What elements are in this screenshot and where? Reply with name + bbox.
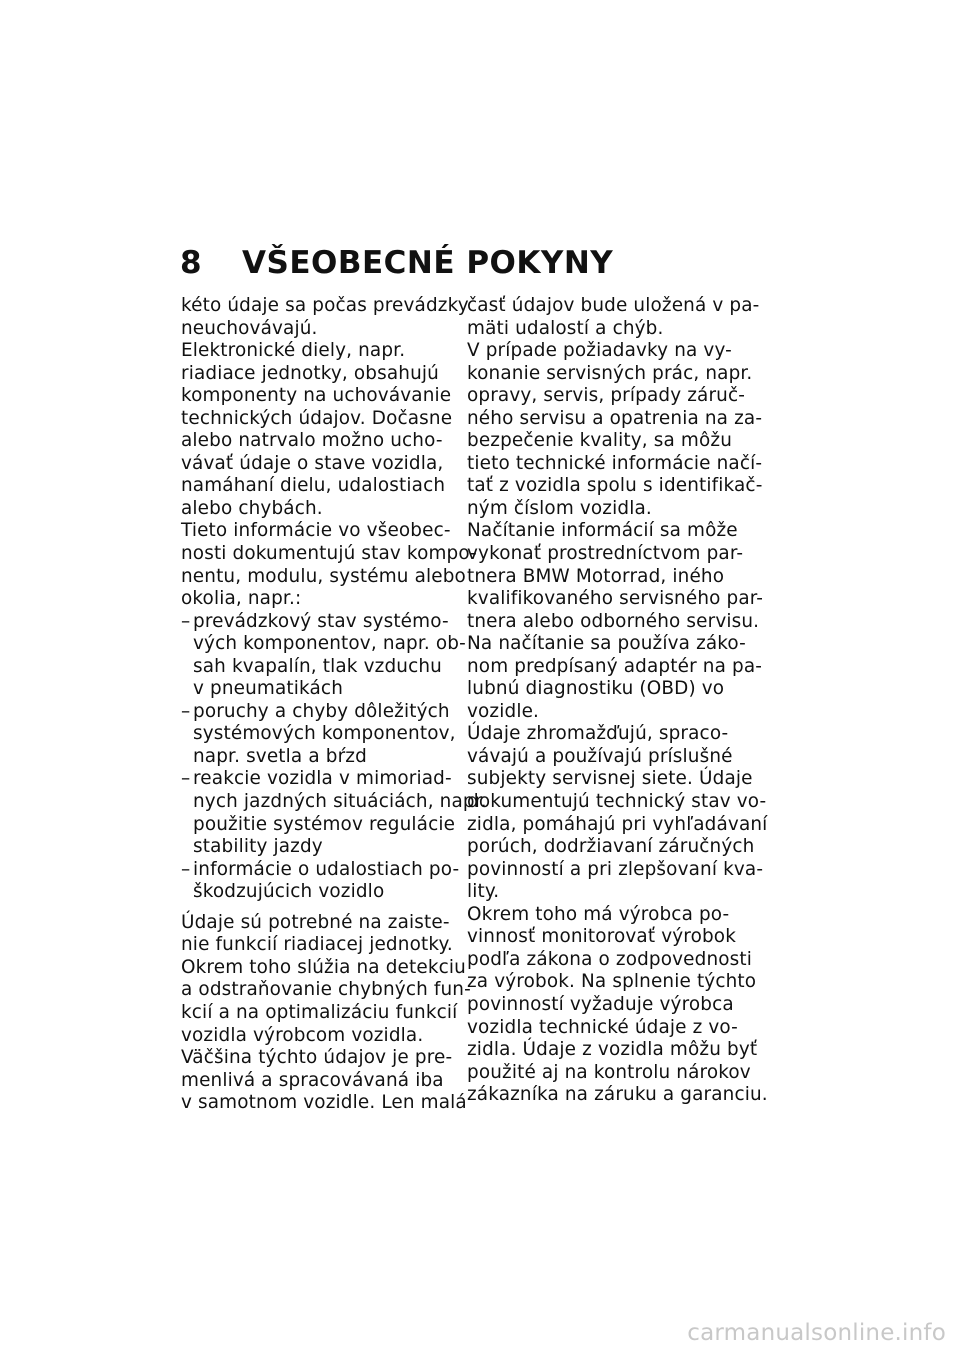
text-line [467, 904, 757, 927]
text-line [181, 979, 471, 1002]
line-text: v pneumatikách [193, 678, 343, 700]
text-line [181, 1025, 471, 1048]
line-text: podľa zákona o zodpovednosti [467, 948, 753, 970]
text-line [467, 385, 757, 408]
text-line [181, 520, 471, 543]
line-text: za výrobok. Na splnenie týchto [467, 971, 757, 993]
line-text: lubnú diagnostiku (OBD) vo [467, 678, 725, 700]
line-text: Na načítanie sa používa záko- [467, 633, 746, 655]
text-line [467, 318, 757, 341]
line-text: kvalifikovaného servisného par- [467, 588, 764, 610]
bullet-dash: – [181, 768, 191, 790]
chapter-heading [180, 240, 613, 286]
text-line [467, 994, 757, 1017]
text-line [181, 814, 471, 837]
line-text: poruchy a chyby dôležitých [193, 700, 450, 722]
text-line [467, 452, 763, 476]
line-text: zákazníka na záruku a garanciu. [467, 1084, 768, 1106]
text-line [467, 836, 757, 859]
text-line [181, 912, 471, 935]
line-text: vávať údaje o stave vozidla, [181, 452, 444, 474]
text-line [467, 655, 763, 679]
line-text: použité aj na kontrolu nárokov [467, 1061, 751, 1083]
text-line [467, 340, 757, 363]
text-line [181, 791, 487, 814]
text-line [467, 363, 757, 386]
text-line [467, 498, 757, 521]
text-line [181, 498, 471, 521]
text-line [181, 430, 471, 453]
line-text: a odstraňovanie chybných fun- [181, 979, 471, 1001]
line-text: vých komponentov, napr. ob- [193, 633, 466, 655]
line-text: reakcie vozidla v mimoriad- [193, 768, 452, 790]
line-text: škodzujúcich vozidlo [193, 881, 385, 903]
text-line [181, 453, 471, 476]
chapter-title: VŠEOBECNÉ POKYNY [242, 245, 614, 281]
chapter-number: 8 [180, 245, 203, 281]
line-text: alebo natrvalo možno ucho- [181, 430, 443, 452]
line-text: povinností vyžaduje výrobca [467, 993, 734, 1015]
text-line [181, 363, 471, 386]
line-text: nom predpísaný adaptér na pa- [467, 655, 763, 677]
line-text: kcií a na optimalizáciu funkcií [181, 1001, 458, 1023]
text-line [467, 1084, 768, 1107]
text-line [467, 971, 757, 994]
text-line [467, 566, 757, 589]
line-text: namáhaní dielu, udalostiach [181, 475, 446, 497]
line-text: tnera alebo odborného servisu. [467, 610, 760, 632]
text-line [467, 791, 767, 814]
line-text: porúch, dodržiavaní záručných [467, 836, 755, 858]
text-line [467, 1017, 757, 1040]
line-text: neuchovávajú. [181, 317, 318, 339]
text-line [467, 295, 760, 318]
text-line [181, 385, 471, 408]
text-line [467, 723, 757, 746]
text-line [181, 881, 471, 904]
line-text: tnera BMW Motorrad, iného [467, 565, 725, 587]
line-text: technických údajov. Dočasne [181, 407, 453, 429]
line-text: prevádzkový stav systémo- [193, 610, 449, 632]
text-line [467, 588, 764, 611]
line-text: nych jazdných situáciách, napr. [193, 791, 487, 813]
watermark-text: carmanualsonline.info [687, 1320, 946, 1346]
line-text: Elektronické diely, napr. [181, 340, 406, 362]
text-line [181, 746, 471, 769]
line-text: vinnosť monitorovať výrobok [467, 926, 737, 948]
bullet-line [181, 611, 471, 634]
text-line [181, 656, 471, 679]
line-text: vávajú a používajú príslušné [467, 745, 733, 767]
line-text: menlivá a spracovávaná iba [181, 1069, 444, 1091]
text-line [181, 408, 471, 431]
line-text: Tieto informácie vo všeobec- [181, 520, 451, 542]
line-text: tať z vozidla spolu s identifikač- [467, 475, 763, 497]
line-text: ným číslom vozidla. [467, 497, 652, 519]
line-text: konanie servisných prác, napr. [467, 362, 753, 384]
text-line [467, 813, 768, 837]
line-text: Okrem toho má výrobca po- [467, 903, 730, 925]
text-line [181, 588, 471, 611]
text-line [467, 701, 757, 724]
text-line [181, 318, 471, 341]
line-text: riadiace jednotky, obsahujú [181, 362, 439, 384]
line-text: subjekty servisnej siete. Údaje [467, 768, 753, 790]
line-text: komponenty na uchovávanie [181, 385, 452, 407]
text-line [467, 475, 763, 498]
line-text: systémových komponentov, [193, 723, 456, 745]
text-line [181, 1070, 471, 1093]
line-text: napr. svetla a bŕzd [193, 745, 367, 767]
line-text: vozidla výrobcom vozidla. [181, 1024, 424, 1046]
text-line [181, 836, 471, 859]
text-line [181, 723, 471, 746]
line-text: okolia, napr.: [181, 588, 302, 610]
text-line [467, 678, 757, 701]
bullet-dash: – [181, 700, 191, 722]
line-text: mäti udalostí a chýb. [467, 317, 664, 339]
line-text: Údaje sú potrebné na zaiste- [181, 911, 450, 933]
line-text: nosti dokumentujú stav kompo- [181, 543, 477, 565]
text-line [181, 633, 471, 656]
line-text: ného servisu a opatrenia na za- [467, 407, 763, 429]
text-line [181, 566, 471, 589]
text-line [467, 430, 757, 453]
text-line [181, 295, 471, 318]
text-line [181, 678, 471, 701]
line-text: zidla. Údaje z vozidla môžu byť [467, 1039, 758, 1061]
bullet-dash: – [181, 610, 191, 632]
line-text: Väčšina týchto údajov je pre- [181, 1047, 453, 1069]
text-line [181, 1047, 471, 1070]
line-text: opravy, servis, prípady záruč- [467, 385, 746, 407]
text-line [181, 543, 477, 566]
line-text: sah kvapalín, tlak vzduchu [193, 655, 442, 677]
text-line [467, 926, 757, 949]
text-line [467, 407, 763, 431]
line-text: vozidle. [467, 700, 540, 722]
line-text: časť údajov bude uložená v pa- [467, 295, 760, 316]
text-line [467, 768, 757, 791]
line-text: vykonať prostredníctvom par- [467, 543, 744, 565]
text-line [181, 957, 471, 980]
bullet-line [181, 768, 471, 791]
right-text-column [467, 295, 768, 1107]
text-line [467, 746, 757, 769]
text-line [467, 1062, 757, 1085]
bullet-line [181, 859, 471, 882]
line-text: nentu, modulu, systému alebo [181, 565, 466, 587]
text-line [181, 340, 471, 363]
text-line [181, 934, 471, 957]
text-line [181, 1002, 471, 1025]
bullet-line [181, 701, 471, 724]
left-text-column [181, 295, 487, 1115]
text-line [467, 881, 757, 904]
line-text: použitie systémov regulácie [193, 813, 456, 835]
line-text: Načítanie informácií sa môže [467, 520, 738, 542]
line-text: lity. [467, 881, 500, 903]
text-line [467, 543, 757, 566]
bullet-dash: – [181, 858, 191, 880]
line-text: vozidla technické údaje z vo- [467, 1016, 738, 1038]
line-text: povinností a pri zlepšovaní kva- [467, 858, 764, 880]
text-line [467, 610, 760, 634]
text-line [181, 475, 471, 498]
line-text: zidla, pomáhajú pri vyhľadávaní [467, 813, 768, 835]
text-line [467, 1039, 757, 1062]
line-text: bezpečenie kvality, sa môžu [467, 430, 733, 452]
line-text: kéto údaje sa počas prevádzky [181, 295, 469, 316]
text-line [467, 949, 757, 972]
line-text: alebo chybách. [181, 497, 323, 519]
text-line [467, 858, 764, 882]
paragraph-gap [181, 904, 471, 912]
line-text: informácie o udalostiach po- [193, 858, 460, 880]
line-text: Údaje zhromažďujú, spraco- [467, 723, 729, 745]
text-line [181, 1092, 471, 1115]
text-line [467, 633, 757, 656]
line-text: stability jazdy [193, 836, 323, 858]
line-text: tieto technické informácie načí- [467, 452, 763, 474]
line-text: nie funkcií riadiacej jednotky. [181, 934, 453, 956]
line-text: Okrem toho slúžia na detekciu [181, 956, 466, 978]
line-text: v samotnom vozidle. Len malá [181, 1092, 467, 1114]
line-text: dokumentujú technický stav vo- [467, 791, 767, 813]
line-text: V prípade požiadavky na vy- [467, 340, 732, 362]
text-line [467, 520, 757, 543]
